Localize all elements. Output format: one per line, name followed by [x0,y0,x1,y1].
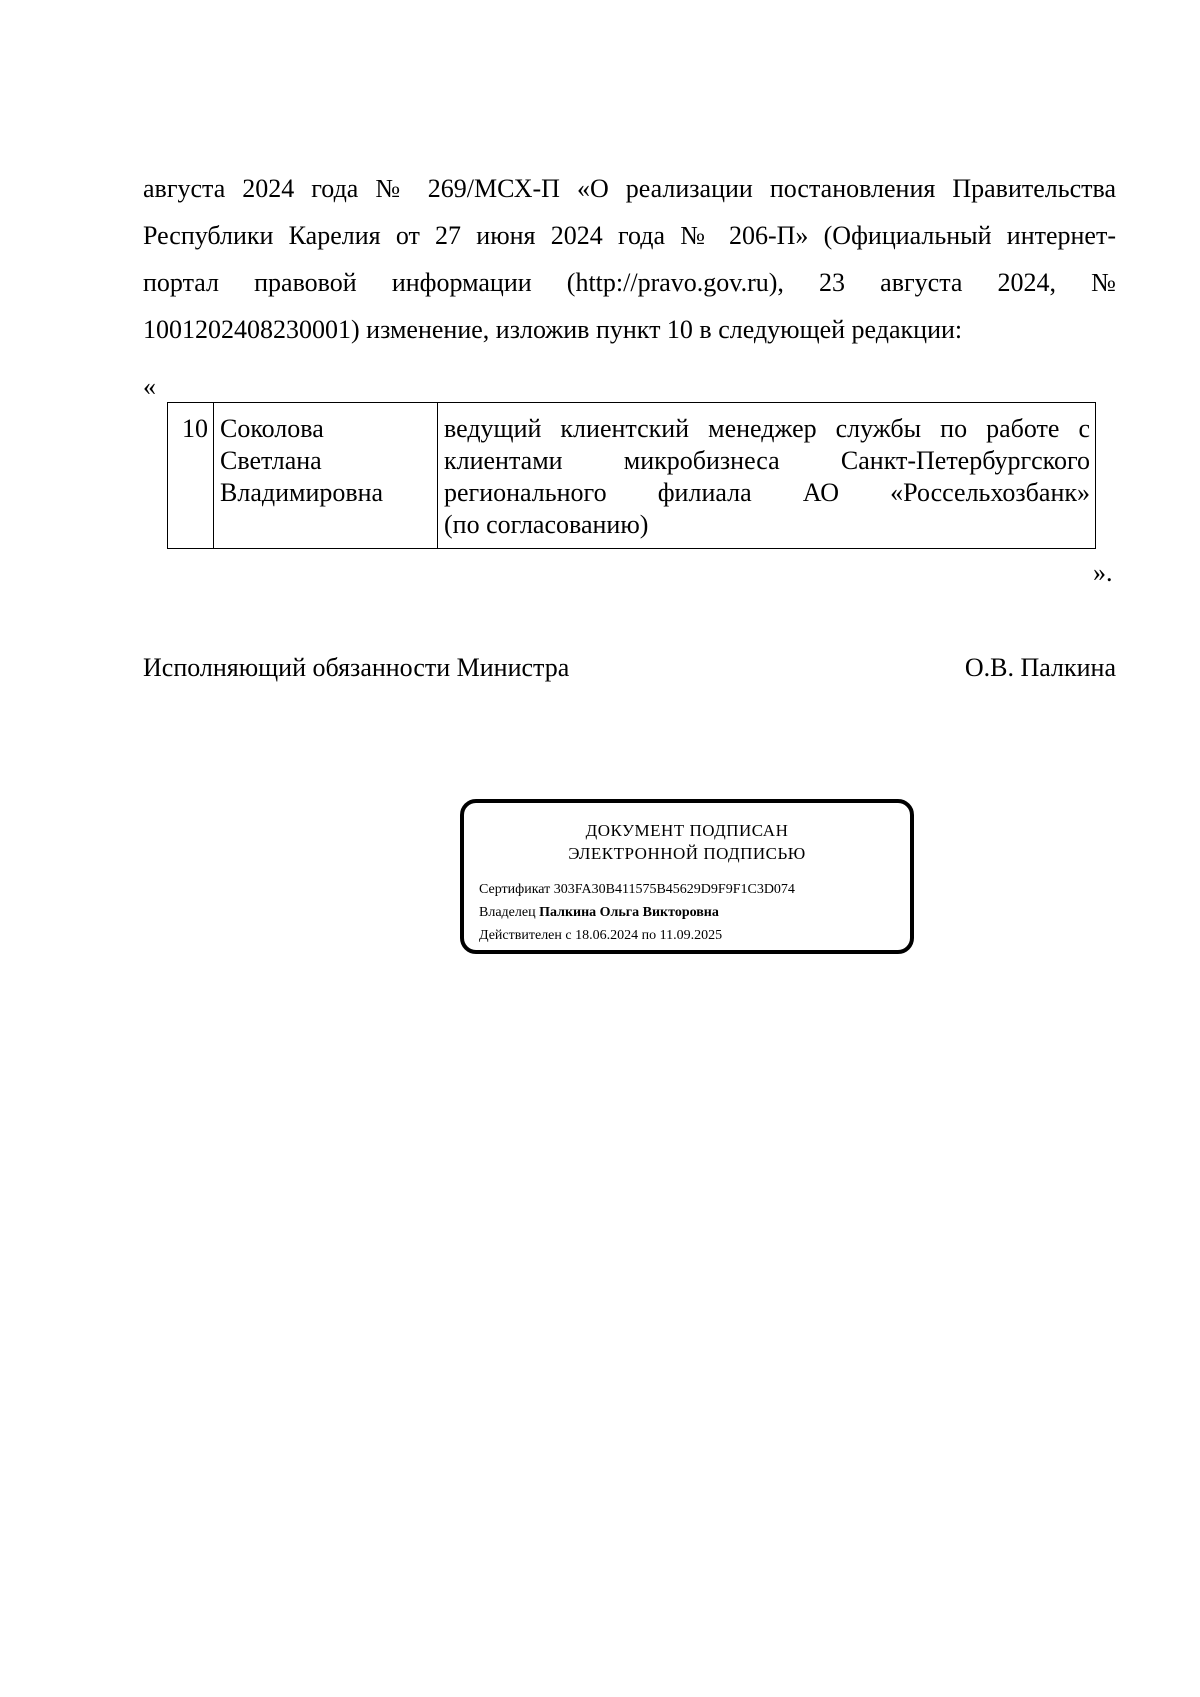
signer-position: Исполняющий обязанности Министра [143,653,570,682]
opening-quote: « [143,372,156,401]
item-number: 10 [168,403,214,549]
item-table [167,402,1096,549]
intro-paragraph [143,165,1116,353]
electronic-signature-stamp [460,799,914,954]
member-first-name: Светлана [220,446,322,475]
valid-to-label: по [641,928,657,943]
member-position [438,403,1096,549]
stamp-title-line-2: ЭЛЕКТРОННОЙ ПОДПИСЬЮ [568,844,806,863]
certificate-value: 303FA30B411575B45629D9F9F1C3D074 [553,882,795,897]
position-line-3: регионального филиала АО «Россельхозбанк» [444,478,1090,507]
stamp-title [464,819,910,865]
stamp-validity-line [479,924,795,947]
intro-line-1: августа 2024 года № 269/МСХ-П «О реализации постановления Правительства [143,174,1116,203]
member-surname: Соколова [220,414,324,443]
stamp-title-line-1: ДОКУМЕНТ ПОДПИСАН [585,821,789,840]
valid-label: Действителен с [479,928,572,943]
position-line-4: (по согласованию) [444,510,649,539]
member-name [214,403,438,549]
intro-line-3: портал правовой информации (http://pravo.gov.ru), 23 августа 2024, № [143,268,1116,297]
owner-value: Палкина Ольга Викторовна [539,905,719,920]
stamp-details [479,878,795,947]
closing-quote: ». [1093,558,1113,587]
position-line-2: клиентами микробизнеса Санкт-Петербургского [444,446,1090,475]
certificate-label: Сертификат [479,882,551,897]
signer-name: О.В. Палкина [964,653,1116,682]
stamp-certificate-line [479,878,795,901]
intro-line-2: Республики Карелия от 27 июня 2024 года № 206-П» (Официальный интернет- [143,221,1116,250]
owner-label: Владелец [479,905,536,920]
member-patronymic: Владимировна [220,478,384,507]
signature-row [143,652,1116,684]
valid-to: 11.09.2025 [659,928,723,943]
stamp-owner-line [479,901,795,924]
intro-line-4: 1001202408230001) изменение, изложив пункт 10 в следующей редакции: [143,315,963,344]
position-line-1: ведущий клиентский менеджер службы по работе с [444,414,1090,443]
table-row [168,403,1096,549]
valid-from: 18.06.2024 [575,928,639,943]
